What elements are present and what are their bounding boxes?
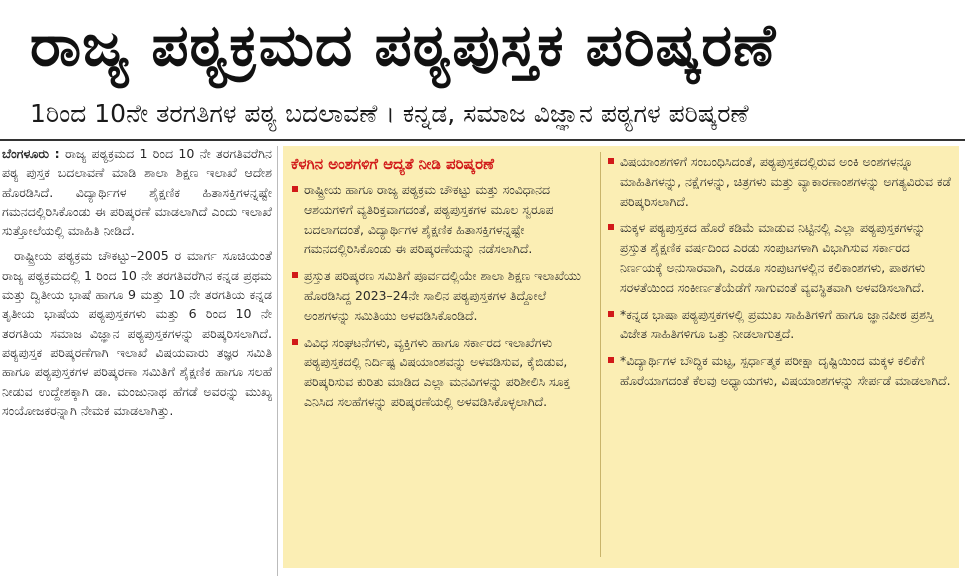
- bullet-icon: [292, 339, 298, 345]
- bullet-icon: [608, 311, 614, 317]
- list-item: [292, 333, 592, 412]
- bullet-icon: [608, 158, 614, 164]
- box-right-column: [608, 152, 953, 398]
- dateline: ಬೆಂಗಳೂರು :: [2, 146, 60, 161]
- box-left-column: [292, 180, 592, 419]
- list-item: [608, 351, 953, 391]
- list-item-text: ಪ್ರಸ್ತುತ ಪರಿಷ್ಕರಣ ಸಮಿತಿಗೆ ಪೂರ್ವದಲ್ಲಿಯೇ ಶಾಲಾ ಶಿಕ್ಷಣ ಇಲಾಖೆಯು ಹೊರಡಿಸಿದ್ದ 2023–24ನೇ ಸಾಲಿನ ಪಠ್ಯಪುಸ್ತಕಗಳ ತಿದ್ದೋಲೆ ಅಂಶಗಳನ್ನು ಸಮಿತಿಯು ಅಳವಡಿಸಿಕೊಂಡಿದೆ.: [304, 268, 581, 323]
- list-item-text: ವಿವಿಧ ಸಂಘಟನೆಗಳು, ವ್ಯಕ್ತಿಗಳು ಹಾಗೂ ಸರ್ಕಾರದ ಇಲಾಖೆಗಳು ಪಠ್ಯಪುಸ್ತಕದಲ್ಲಿ ನಿರ್ದಿಷ್ಟ ವಿಷಯಾಂಶವನ್ನು ಅಳವಡಿಸುವ, ಕೈಬಿಡುವ, ಪರಿಷ್ಕರಿಸುವ ಕುರಿತು ಮಾಡಿದ ಎಲ್ಲಾ ಮನವಿಗಳನ್ನು ಪರಿಶೀಲಿಸಿ ಸೂಕ್ತ ಎನಿಸಿದ ಸಲಹೆಗಳನ್ನು ಪರಿಷ್ಕರಣೆಯಲ್ಲಿ ಅಳವಡಿಸಿಕೊಳ್ಳಲಾಗಿದೆ.: [304, 334, 571, 409]
- list-item: [608, 152, 953, 211]
- list-item: [608, 305, 953, 345]
- list-item: [608, 218, 953, 297]
- article-paragraph: [2, 144, 272, 240]
- article-body: [2, 144, 272, 574]
- headline: ರಾಜ್ಯ ಪಠ್ಯಕ್ರಮದ ಪಠ್ಯಪುಸ್ತಕ ಪರಿಷ್ಕರಣೆ: [30, 11, 777, 79]
- box-title: ಕೆಳಗಿನ ಅಂಶಗಳಿಗೆ ಆದ್ಯತೆ ನೀಡಿ ಪರಿಷ್ಕರಣೆ: [291, 155, 495, 173]
- bullet-icon: [608, 224, 614, 230]
- list-item-text: *ವಿದ್ಯಾರ್ಥಿಗಳ ಬೌದ್ಧಿಕ ಮಟ್ಟ, ಸ್ಪರ್ಧಾತ್ಮಕ ಪರೀಕ್ಷಾ ದೃಷ್ಟಿಯಿಂದ ಮಕ್ಕಳ ಕಲಿಕೆಗೆ ಹೊರೆಯಾಗದಂತೆ ಕೆಲವು ಅಧ್ಯಾಯಗಳು, ವಿಷಯಾಂಶಗಳನ್ನು ಸೇರ್ಪಡೆ ಮಾಡಲಾಗಿದೆ.: [620, 353, 951, 388]
- column-divider: [277, 146, 278, 576]
- bullet-icon: [292, 272, 298, 278]
- list-item-text: ವಿಷಯಾಂಶಗಳಿಗೆ ಸಂಬಂಧಿಸಿದಂತೆ, ಪಠ್ಯಪುಸ್ತಕದಲ್ಲಿರುವ ಅಂಕಿ ಅಂಶಗಳನ್ನೂ ಮಾಹಿತಿಗಳನ್ನು, ನಕ್ಷೆಗಳನ್ನು, ಚಿತ್ರಗಳು ಮತ್ತು ವ್ಯಾಕಾರಣಾಂಶಗಳನ್ನು ಅಗತ್ಯವಿರುವ ಕಡೆ ಪರಿಷ್ಕರಿಸಲಾಗಿದೆ.: [620, 154, 951, 209]
- list-item: [292, 266, 592, 325]
- list-item-text: *ಕನ್ನಡ ಭಾಷಾ ಪಠ್ಯಪುಸ್ತಕಗಳಲ್ಲಿ ಪ್ರಮುಖ ಸಾಹಿತಿಗಳಿಗೆ ಹಾಗೂ ಜ್ಞಾನಪೀಠ ಪ್ರಶಸ್ತಿ ವಿಜೇತ ಸಾಹಿತಿಗಳಿಗೂ ಒತ್ತು ನೀಡಲಾಗುತ್ತದೆ.: [620, 306, 934, 342]
- bullet-icon: [292, 186, 298, 192]
- list-item-text: ಮಕ್ಕಳ ಪಠ್ಯಪುಸ್ತಕದ ಹೊರೆ ಕಡಿಮೆ ಮಾಡುವ ನಿಟ್ಟಿನಲ್ಲಿ ಎಲ್ಲಾ ಪಠ್ಯಪುಸ್ತಕಗಳನ್ನು ಪ್ರಸ್ತುತ ಶೈಕ್ಷಣಿಕ ವರ್ಷದಿಂದ ಎರಡು ಸಂಪುಟಗಳಾಗಿ ವಿಭಾಗಿಸುವ ಸರ್ಕಾರದ ನಿರ್ಣಯಕ್ಕೆ ಅನುಸಾರವಾಗಿ, ಎರಡೂ ಸಂಪುಟಗಳಲ್ಲಿನ ಕಲಿಕಾಂಶಗಳು, ಪಾಠಗಳು ಸರಳತೆಯಿಂದ ಸಂಕೀರ್ಣತೆಯೆಡೆಗೆ ಸಾಗುವಂತೆ ವ್ಯವಸ್ಥಿತವಾಗಿ ಅಳವಡಿಸಲಾಗಿದೆ.: [620, 220, 926, 295]
- article-paragraph: ರಾಷ್ಟ್ರೀಯ ಪಠ್ಯಕ್ರಮ ಚೌಕಟ್ಟು–2005 ರ ಮಾರ್ಗ ಸೂಚಿಯಂತೆ ರಾಜ್ಯ ಪಠ್ಯಕ್ರಮದಲ್ಲಿ 1 ರಿಂದ 10 ನೇ ತರಗತಿವರೆಗಿನ ಕನ್ನಡ ಪ್ರಥಮ ಮತ್ತು ದ್ವಿತೀಯ ಭಾಷೆ ಹಾಗೂ 9 ಮತ್ತು 10 ನೇ ತರಗತಿಯ ಕನ್ನಡ ತೃತೀಯ ಭಾಷೆಯ ಪಠ್ಯಪುಸ್ತಕಗಳು ಮತ್ತು 6 ರಿಂದ 10 ನೇ ತರಗತಿಯ ಸಮಾಜ ವಿಜ್ಞಾನ ಪಠ್ಯಪುಸ್ತಕಗಳನ್ನು ಪರಿಷ್ಕರಿಸಲಾಗಿದೆ. ಪಠ್ಯಪುಸ್ತಕ ಪರಿಷ್ಕರಣೆಗಾಗಿ ಇಲಾಖೆ ವಿಷಯವಾರು ತಜ್ಞರ ಸಮಿತಿ ಹಾಗೂ ಪಠ್ಯಪುಸ್ತಕಗಳ ಪರಿಷ್ಕರಣಾ ಸಮಿತಿಗೆ ಶೈಕ್ಷಣಿಕ ಹಾಗೂ ಸಲಹೆ ನೀಡುವ ಉದ್ದೇಶಕ್ಕಾಗಿ ಡಾ. ಮಂಜುನಾಥ ಹೆಗಡೆ ಅವರನ್ನು ಮುಖ್ಯ ಸಂಯೋಜಕರನ್ನಾಗಿ ನೇಮಕ ಮಾಡಲಾಗಿತ್ತು.: [2, 248, 272, 418]
- bullet-icon: [608, 357, 614, 363]
- box-column-divider: [600, 152, 601, 557]
- article-paragraph-text: ರಾಜ್ಯ ಪಠ್ಯಕ್ರಮದ 1 ರಿಂದ 10 ನೇ ತರಗತಿವರೆಗಿನ ಪಠ್ಯ ಪುಸ್ತಕ ಬದಲಾವಣೆ ಮಾಡಿ ಶಾಲಾ ಶಿಕ್ಷಣ ಇಲಾಖೆ ಆದೇಶ ಹೊರಡಿಸಿದೆ. ವಿದ್ಯಾರ್ಥಿಗಳ ಶೈಕ್ಷಣಿಕ ಹಿತಾಸಕ್ತಿಗಳನ್ನಷ್ಟೇ ಗಮನದಲ್ಲಿರಿಸಿಕೊಂಡು ಈ ಪರಿಷ್ಕರಣೆ ಮಾಡಲಾಗಿದೆ ಎಂದು ಇಲಾಖೆ ಸುತ್ತೋಲೆಯಲ್ಲಿ ಮಾಹಿತಿ ನೀಡಿದೆ.: [2, 146, 272, 239]
- list-item: [292, 180, 592, 259]
- subheadline: 1ರಿಂದ 10ನೇ ತರಗತಿಗಳ ಪಠ್ಯ ಬದಲಾವಣೆ । ಕನ್ನಡ, ಸಮಾಜ ವಿಜ್ಞಾನ ಪಠ್ಯಗಳ ಪರಿಷ್ಕರಣೆ: [30, 99, 749, 128]
- divider: [0, 139, 965, 141]
- list-item-text: ರಾಷ್ಟ್ರೀಯ ಹಾಗೂ ರಾಜ್ಯ ಪಠ್ಯಕ್ರಮ ಚೌಕಟ್ಟು ಮತ್ತು ಸಂವಿಧಾನದ ಆಶಯಗಳಿಗೆ ವ್ಯತಿರಿಕ್ತವಾಗದಂತೆ, ಪಠ್ಯಪುಸ್ತಕಗಳ ಮೂಲ ಸ್ವರೂಪ ಬದಲಾಗದಂತೆ, ವಿದ್ಯಾರ್ಥಿಗಳ ಶೈಕ್ಷಣಿಕ ಹಿತಾಸಕ್ತಿಗಳನ್ನಷ್ಟೇ ಗಮನದಲ್ಲಿರಿಸಿಕೊಂಡು ಈ ಪರಿಷ್ಕರಣೆಯನ್ನು ನಡೆಸಲಾಗಿದೆ.: [304, 182, 554, 257]
